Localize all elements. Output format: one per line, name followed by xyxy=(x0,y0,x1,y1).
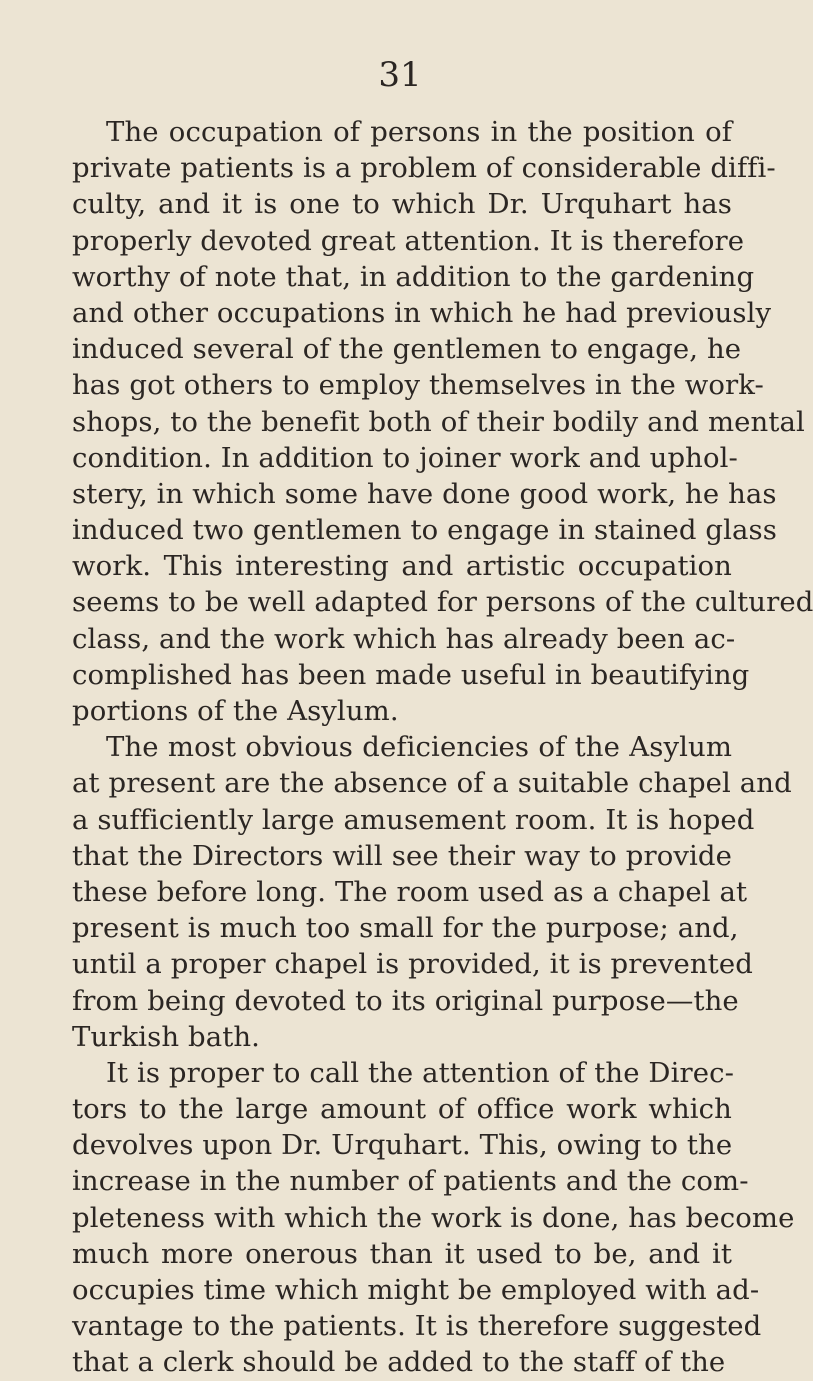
text-line: has got others to employ themselves in the work- xyxy=(72,369,764,402)
text-line: at present are the absence of a suitable chapel and xyxy=(72,767,792,800)
text-line: The most obvious deficiencies of the Asylum xyxy=(106,731,732,764)
text-line: that a clerk should be added to the staff of the xyxy=(72,1346,726,1379)
text-line: vantage to the patients. It is therefore suggested xyxy=(72,1310,762,1343)
body-text xyxy=(72,114,813,1381)
text-line: induced two gentlemen to engage in stained glass xyxy=(72,514,777,547)
page-number: 31 xyxy=(378,55,422,95)
text-line: occupies time which might be employed with ad- xyxy=(72,1274,760,1306)
text-line: shops, to the benefit both of their bodily and mental xyxy=(72,405,805,438)
text-line: complished has been made useful in beautifying xyxy=(72,658,750,691)
text-line: private patients is a problem of considerable diffi- xyxy=(72,152,776,185)
text-line: seems to be well adapted for persons of the cultured xyxy=(72,586,813,619)
text-line: properly devoted great attention. It is therefore xyxy=(72,224,745,257)
text-line: increase in the number of patients and the com- xyxy=(72,1165,749,1198)
text-line: worthy of note that, in addition to the gardening xyxy=(72,260,755,293)
text-line: culty, and it is one to which Dr. Urquhart has xyxy=(72,188,732,221)
text-line: work. This interesting and artistic occupation xyxy=(72,550,732,583)
text-line: a sufficiently large amusement room. It is hoped xyxy=(72,803,755,836)
text-line: from being devoted to its original purpose—the xyxy=(72,984,739,1017)
text-line: and other occupations in which he had previously xyxy=(72,296,772,329)
text-line: pleteness with which the work is done, has become xyxy=(72,1201,795,1234)
text-line: tors to the large amount of office work which xyxy=(72,1093,732,1126)
text-line: The occupation of persons in the position of xyxy=(106,116,732,148)
text-line: It is proper to call the attention of the Direc- xyxy=(106,1056,734,1089)
text-line: present is much too small for the purpose; and, xyxy=(72,912,739,945)
text-line: these before long. The room used as a chapel at xyxy=(72,875,748,908)
text-line: much more onerous than it used to be, and it xyxy=(72,1237,732,1270)
text-line: devolves upon Dr. Urquhart. This, owing to the xyxy=(72,1129,733,1162)
text-line: induced several of the gentlemen to engage, he xyxy=(72,333,742,366)
text-line: class, and the work which has already been ac- xyxy=(72,622,736,655)
text-line: stery, in which some have done good work, he has xyxy=(72,477,777,510)
text-line: portions of the Asylum. xyxy=(72,695,399,727)
text-line: until a proper chapel is provided, it is prevented xyxy=(72,948,753,981)
text-line: that the Directors will see their way to provide xyxy=(72,839,732,872)
text-line: condition. In addition to joiner work and uphol- xyxy=(72,441,738,474)
text-line: Turkish bath. xyxy=(72,1020,261,1053)
